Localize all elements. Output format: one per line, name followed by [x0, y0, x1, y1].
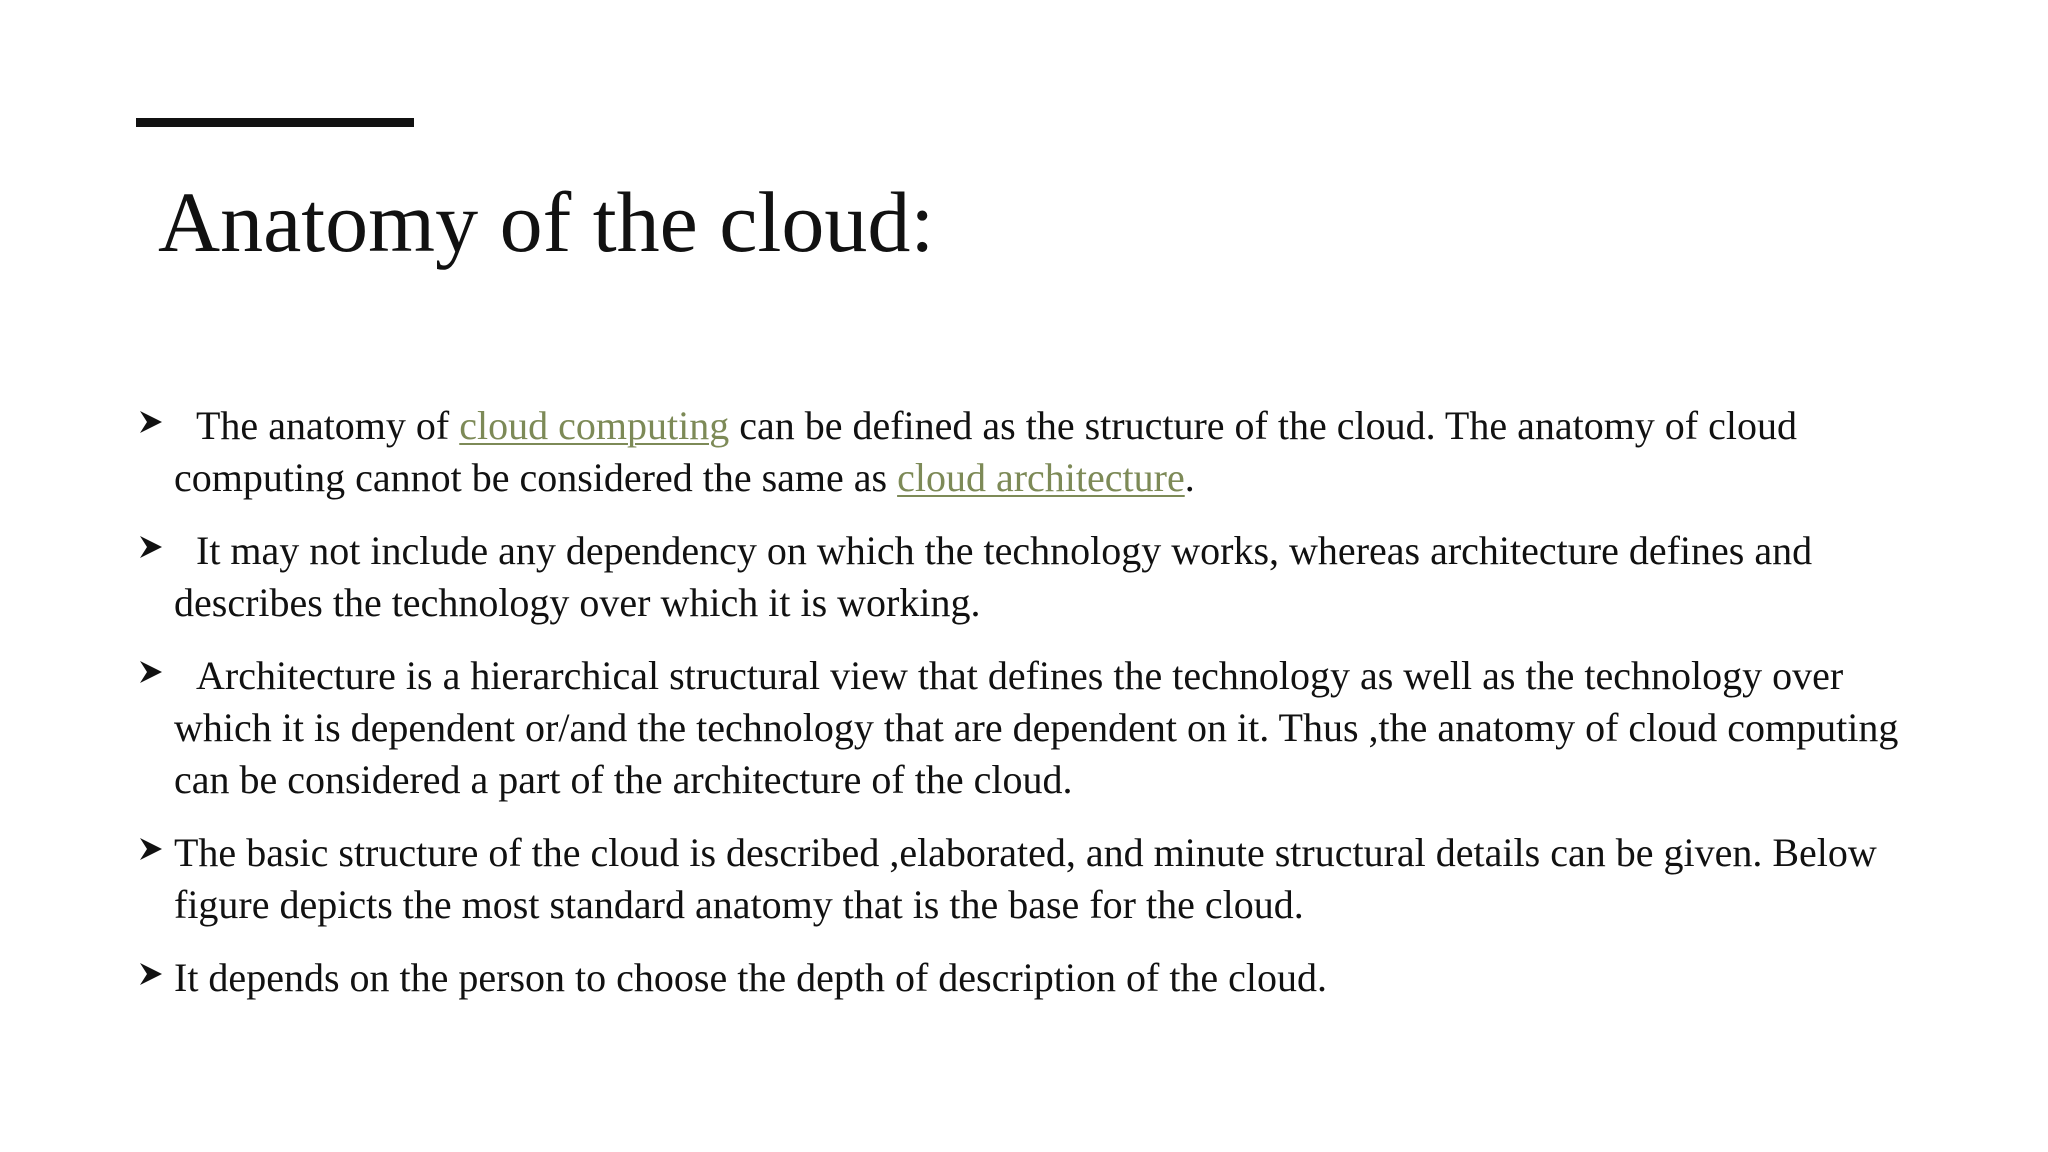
bullet-item — [136, 650, 1916, 806]
arrowhead-bullet-icon — [136, 827, 166, 879]
arrowhead-bullet-icon — [136, 952, 166, 1004]
arrowhead-bullet-icon — [136, 525, 166, 577]
bullet-text: The anatomy of — [196, 403, 460, 448]
arrowhead-bullet-icon — [136, 400, 166, 452]
bullet-text: It may not include any dependency on which the technology works, whereas architecture defines and describes the technology over which it is working. — [174, 528, 1813, 625]
bullet-text: It depends on the person to choose the depth of description of the cloud. — [174, 955, 1328, 1000]
bullet-list — [136, 400, 1916, 1025]
title-accent-bar — [136, 118, 414, 127]
bullet-text: can be defined as the structure of the cloud. The anatomy of cloud computing cannot be considered the same as — [174, 403, 1797, 500]
bullet-item — [136, 400, 1916, 504]
cloud-computing-link[interactable]: cloud computing — [459, 403, 730, 448]
bullet-item — [136, 952, 1916, 1004]
arrowhead-bullet-icon — [136, 650, 166, 702]
slide-title: Anatomy of the cloud: — [158, 174, 935, 270]
bullet-text: . — [1184, 455, 1195, 500]
cloud-architecture-link[interactable]: cloud architecture — [897, 455, 1185, 500]
bullet-item — [136, 827, 1916, 931]
bullet-text: The basic structure of the cloud is described ,elaborated, and minute structural details can be given. Below figure depicts the most standard anatomy that is the base for the cloud. — [174, 830, 1877, 927]
bullet-item — [136, 525, 1916, 629]
bullet-text: Architecture is a hierarchical structural view that defines the technology as well as the technology over which it is dependent or/and the technology that are dependent on it. Thus ,the anatomy of cloud computing can be considered a part of the architecture of the cloud. — [174, 653, 1899, 802]
